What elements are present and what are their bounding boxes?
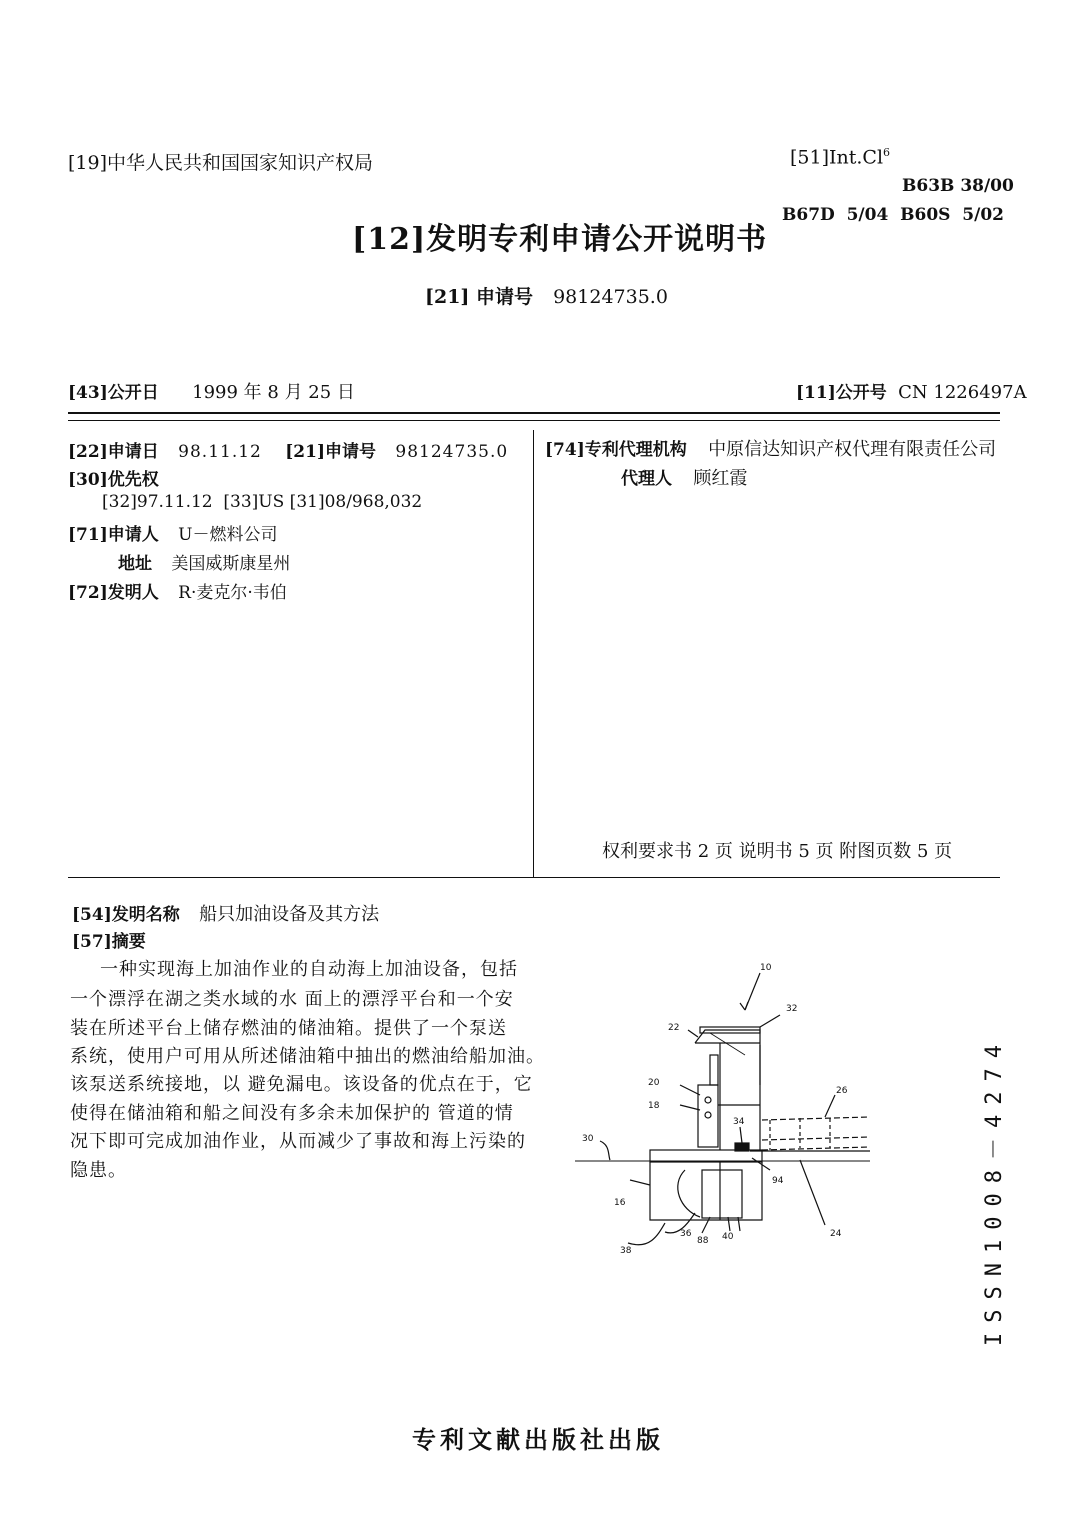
abstract-line: 一种实现海上加油作业的自动海上加油设备，包括 <box>100 959 518 980</box>
int-cl-edition: 6 <box>883 146 891 159</box>
abstract-line: 使得在储油箱和船之间没有多余未加保护的 管道的情 <box>70 1103 514 1124</box>
figure-label-38: 38 <box>620 1246 632 1256</box>
publication-number: CN 1226497A <box>898 382 1027 403</box>
int-cl-line-2: B67D 5/04 B60S 5/02 <box>782 205 1004 225</box>
abstract-line: 隐患。 <box>70 1160 127 1181</box>
column-divider <box>533 430 534 878</box>
figure-label-18: 18 <box>648 1101 660 1111</box>
agency-label: [74]专利代理机构 <box>545 440 687 460</box>
figure-label-16: 16 <box>614 1198 626 1208</box>
figure-label-22: 22 <box>668 1023 680 1033</box>
figure-label-36: 36 <box>680 1229 692 1239</box>
rule-top <box>68 412 1000 414</box>
abstract-line: 况下即可完成加油作业，从而减少了事故和海上污染的 <box>70 1131 526 1152</box>
priority-label: [30]优先权 <box>68 470 159 490</box>
publication-number-label: [11]公开号 <box>796 383 887 403</box>
figure-label-34: 34 <box>733 1117 745 1127</box>
int-cl-line-1: B63B 38/00 <box>902 176 1014 196</box>
figure-label-24: 24 <box>830 1229 842 1239</box>
agent-row <box>545 464 747 490</box>
publication-date-row <box>68 378 355 404</box>
address-row <box>68 549 290 574</box>
app-no-value: 98124735.0 <box>395 442 509 462</box>
app-no-label: [21]申请号 <box>285 442 377 462</box>
publication-date: 1999 年 8 月 25 日 <box>192 382 355 403</box>
figure-label-20: 20 <box>648 1078 660 1088</box>
agency-row <box>545 435 996 461</box>
patent-office: [19]中华人民共和国国家知识产权局 <box>68 152 374 174</box>
priority-details: [32]97.11.12 [33]US [31]08/968,032 <box>102 492 423 512</box>
inventor: R·麦克尔·韦伯 <box>178 583 287 603</box>
figure-label-32: 32 <box>786 1004 798 1014</box>
abstract-label: [57]摘要 <box>72 932 146 952</box>
applicant-label: [71]申请人 <box>68 525 159 545</box>
abstract-line: 一个漂浮在湖之类水域的水 面上的漂浮平台和一个安 <box>70 989 514 1010</box>
invention-title-row <box>72 900 379 926</box>
page-counts: 权利要求书 2 页 说明书 5 页 附图页数 5 页 <box>602 841 953 862</box>
filing-row <box>68 437 508 462</box>
issn-number: ISSN1008－4274 <box>981 1034 1007 1346</box>
application-number-header <box>425 282 668 309</box>
agency: 中原信达知识产权代理有限责任公司 <box>708 439 997 460</box>
applicant: U－燃料公司 <box>178 525 278 545</box>
abstract-line: 装在所述平台上储存燃油的储油箱。提供了一个泵送 <box>70 1018 507 1039</box>
invention-title: 船只加油设备及其方法 <box>199 904 380 925</box>
inventor-label: [72]发明人 <box>68 583 159 603</box>
address-label: 地址 <box>118 554 152 574</box>
int-cl-label: [51]Int.Cl <box>790 146 884 169</box>
filing-date: 98.11.12 <box>178 442 262 462</box>
abstract-line: 该泵送系统接地，以 避免漏电。该设备的优点在于，它 <box>70 1074 533 1095</box>
address: 美国威斯康星州 <box>171 554 291 574</box>
figure-label-88: 88 <box>697 1236 709 1246</box>
publication-number-row <box>796 378 1027 403</box>
int-cl-heading <box>790 146 890 168</box>
application-number-label: [21] 申请号 <box>425 286 534 308</box>
refueling-apparatus-figure <box>570 955 910 1265</box>
invention-title-label: [54]发明名称 <box>72 905 180 925</box>
rule-top-thin <box>68 420 1000 421</box>
figure-label-40: 40 <box>722 1232 734 1242</box>
application-number-value: 98124735.0 <box>553 286 668 308</box>
abstract-line: 系统，使用户可用从所述储油箱中抽出的燃油给船加油。 <box>70 1046 545 1067</box>
publisher-footer: 专利文献出版社出版 <box>412 1425 664 1454</box>
rule-middle <box>68 877 1000 878</box>
figure-label-26: 26 <box>836 1086 848 1096</box>
document-type-title: [12]发明专利申请公开说明书 <box>352 222 768 257</box>
inventor-row <box>68 578 287 603</box>
figure-label-10: 10 <box>760 963 772 973</box>
agent-label: 代理人 <box>621 469 672 489</box>
filing-date-label: [22]申请日 <box>68 442 159 462</box>
applicant-row <box>68 520 277 545</box>
figure-label-30: 30 <box>582 1134 594 1144</box>
figure-label-94: 94 <box>772 1176 784 1186</box>
agent: 顾红霞 <box>693 468 748 489</box>
publication-date-label: [43]公开日 <box>68 383 159 403</box>
